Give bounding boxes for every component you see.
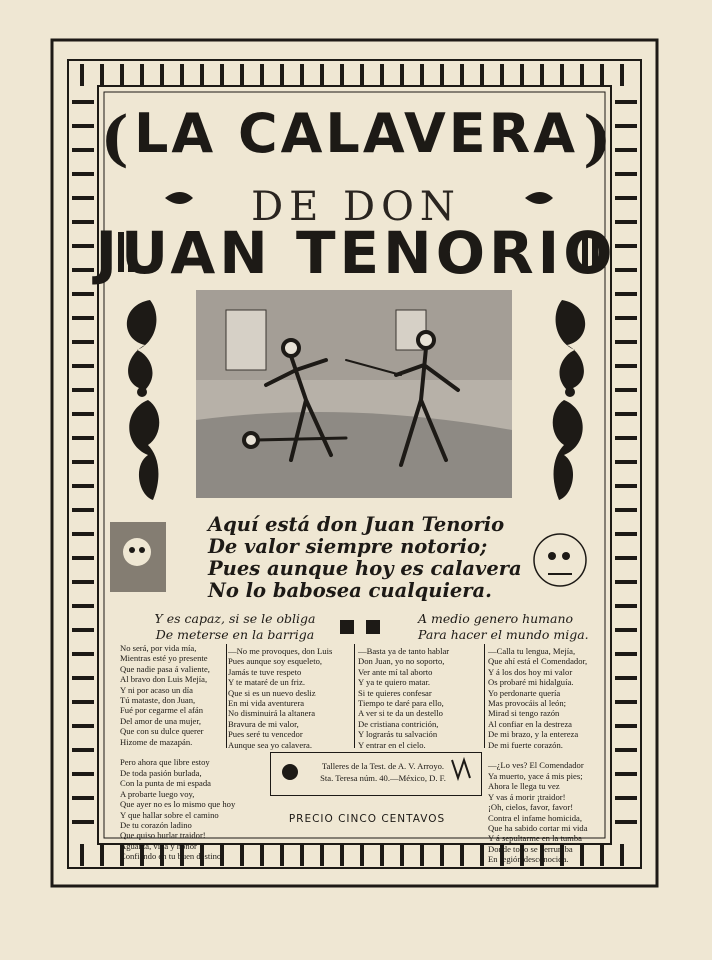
poem-line: En mi vida aventurera (228, 698, 305, 709)
poem-line: Yo perdonarte quería (488, 687, 561, 698)
poem-line: Y á los dos hoy mi valor (488, 666, 573, 677)
poem-line: Ver ante mí tal aborto (358, 666, 433, 677)
poem-line: ¡Oh, cielos, favor, favor! (488, 802, 574, 813)
subverse-line: Para hacer el mundo miga. (418, 627, 589, 642)
subverse-line: A medio genero humano (418, 611, 574, 626)
poem-line: Contra el infame homicida, (488, 812, 583, 823)
poem-line: A ver si te da un destello (358, 708, 443, 719)
poem-line: Que ayer no es lo mismo que hoy (120, 799, 236, 810)
poem-line: Bravura de mi valor, (228, 718, 299, 729)
poem-line: Ya muerto, yace á mis pies; (488, 770, 583, 781)
column-rule (354, 644, 355, 748)
poem-line: Y ya te quiero matar. (358, 677, 430, 688)
poem-line: Que quiso burlar traidor! (120, 830, 206, 841)
small-floret-ornaments (340, 620, 380, 634)
verse-line: De valor siempre notorio; (208, 535, 488, 558)
subverse-line: De meterse en la barriga (155, 627, 315, 642)
price-label: PRECIO CINCO CENTAVOS (288, 813, 446, 825)
poem-line: Y entrar en el cielo. (358, 739, 426, 750)
poem-column-1 (120, 643, 240, 862)
poem-line: Confiando en tu buen destino. (120, 851, 224, 862)
imprint-line: Talleres de la Test. de A. V. Arroyo. (321, 761, 445, 771)
poem-line: No disminuirá la altanera (228, 708, 316, 719)
main-title (0, 104, 712, 174)
poem-line: Al confiar en la destreza (488, 718, 572, 729)
skeleton-duel-engraving (196, 290, 512, 498)
poem-line: Aunque sea yo calavera. (228, 739, 312, 750)
column-rule (484, 644, 485, 748)
printer-imprint (270, 752, 482, 796)
poem-line: Y vas á morir ¡traidor! (488, 791, 566, 802)
right-bracket-ornament: ) (583, 104, 612, 174)
poem-line: Os probaré mi hidalguía. (488, 677, 574, 688)
poem-line: Tiempo te daré para ello, (358, 698, 444, 709)
poem-column-3 (358, 646, 482, 750)
poem-line: Que nadie pasa á valiente, (120, 663, 210, 674)
right-leaf-ornament (553, 300, 585, 500)
poem-column-4 (488, 646, 616, 865)
title-line-2: DE DON (251, 184, 461, 230)
poem-line: Que ahí está el Comendador, (488, 656, 588, 667)
poem-line: Que ha sabido cortar mi vida (488, 822, 588, 833)
poem-line: —Basta ya de tanto hablar (358, 646, 450, 656)
poem-line: Mirad si tengo razón (488, 708, 560, 719)
title-line-1: LA CALAVERA (133, 102, 578, 165)
poem-line: Con la punta de mi espada (120, 778, 211, 789)
skull-vignette-left (110, 522, 166, 592)
poem-line: A probarte luego voy, (120, 788, 195, 799)
subverse-line: Y es capaz, si se le obliga (154, 611, 316, 626)
poem-line: Pues aunque soy esqueleto, (228, 656, 323, 667)
poem-line: En región desconocida. (488, 854, 569, 865)
poem-line: Y ni por acaso un día (120, 684, 193, 695)
poem-column-2 (228, 646, 346, 750)
poem-line: —¿Lo ves? El Comendador (488, 760, 584, 771)
poem-line: De tu corazón ladino (120, 819, 192, 830)
poem-line: Y te mataré de un friz. (228, 677, 305, 688)
poem-line: Mas provocáis al león; (488, 698, 567, 709)
poem-line: De toda pasión burlada, (120, 767, 202, 778)
skull-vignette-right (534, 534, 586, 586)
poem-line: Pero ahora que libre estoy (120, 757, 210, 768)
poem-line: De cristiana contrición, (358, 718, 439, 729)
poem-line: Al bravo don Luis Mejía, (120, 674, 208, 685)
poem-line: Ahora le llega tu vez (488, 781, 560, 792)
poem-line: De mi fuerte corazón. (488, 739, 563, 750)
poem-line (120, 747, 240, 757)
left-bracket-ornament: ( (100, 104, 129, 174)
verse-line: No lo babosea cualquiera. (208, 579, 492, 602)
verse-line: Aquí está don Juan Tenorio (208, 513, 505, 536)
poem-line: De mi brazo, y la entereza (488, 729, 579, 740)
verse-line: Pues aunque hoy es calavera (208, 557, 522, 580)
poem-line (488, 750, 616, 760)
poem-line: Mientras esté yo presente (120, 653, 208, 664)
subverse-right (418, 611, 618, 643)
poem-line: No será, por vida mía, (120, 643, 197, 653)
subverse-left (125, 611, 345, 643)
poem-line: Si te quieres confesar (358, 687, 432, 698)
poem-line: Que con su dulce querer (120, 726, 204, 737)
poem-line: —Calla tu lengua, Mejía, (488, 646, 576, 656)
poem-line: Del amor de una mujer, (120, 715, 202, 726)
poem-line: Pues seré tu vencedor (228, 729, 303, 740)
poem-line: Jamás te tuve respeto (228, 666, 302, 677)
poem-line: Fué por cegarme el afán (120, 705, 204, 716)
poem-line: Hizome de mazapán. (120, 736, 193, 747)
poem-line: Donde todo se derrumba (488, 843, 573, 854)
poem-line: Don Juan, yo no soporto, (358, 656, 445, 667)
main-verse (208, 514, 528, 602)
poem-line: —No me provoques, don Luis (228, 646, 333, 656)
poem-line: Tú mataste, don Juan, (120, 695, 196, 706)
poem-line: Aguanta, vida y honor (120, 840, 197, 851)
poem-line: Y que hallar sobre el camino (120, 809, 219, 820)
title-line-3: JUAN TENORIO (95, 219, 617, 287)
poem-line: Que si es un nuevo desliz (228, 687, 316, 698)
poem-line: Y lograrás tu salvación (358, 729, 438, 740)
left-leaf-ornament (127, 300, 159, 500)
imprint-line: Sta. Teresa núm. 40.—México, D. F. (320, 773, 446, 783)
poem-line: Y á sepultarme en la tumba (488, 833, 582, 844)
